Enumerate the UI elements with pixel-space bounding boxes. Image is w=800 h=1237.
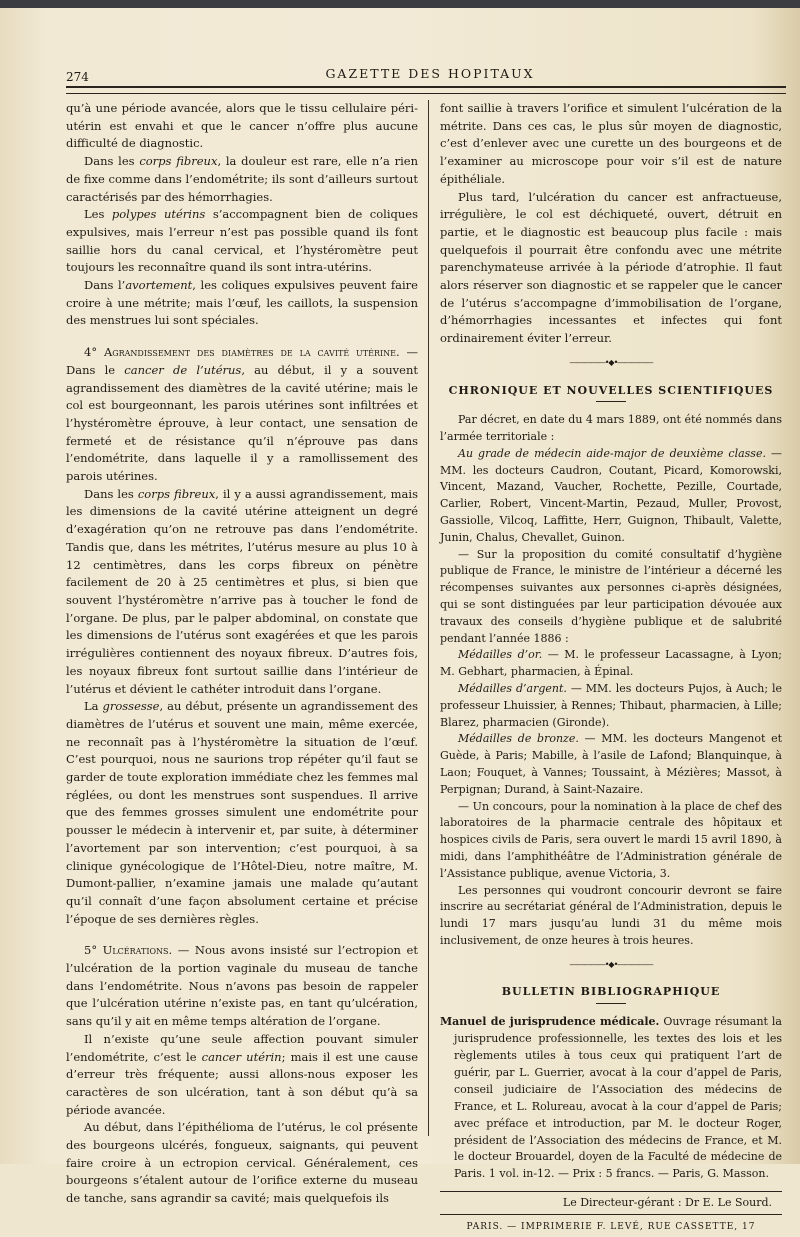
emphasis: Médailles d’argent. [458, 682, 567, 695]
text-run: — Nous avons insisté sur l’ectropion et l’ulcération de la portion vaginale du museau de tanche dans l’endométrite. Nous n’avons pas besoin de rappeler que l’ulcération utérine n’existe pas, en tant qu’ulcération, sans qu’il y ait en même temps altération de l’organe. [66, 943, 418, 1029]
ornament-divider: ―――――•◆•――――― [569, 357, 653, 367]
section-4-paragraph [66, 344, 418, 486]
text-run: Dans les [84, 486, 138, 501]
paragraph-corps-fibreux [66, 153, 418, 206]
printer-imprint: PARIS. — IMPRIMERIE F. LEVÉ, RUE CASSETTE, 17 [466, 1221, 756, 1232]
section-5-heading: 5° Ulcérations. [84, 943, 173, 958]
emphasis: corps fibreux [139, 154, 218, 169]
emphasis: corps fibreux [137, 486, 216, 501]
emphasis: Au grade de médecin aide-major de deuxième classe. [458, 446, 766, 460]
scan-top-edge [0, 0, 800, 8]
book-title: Manuel de jurisprudence médicale. [440, 1015, 660, 1029]
journal-title: GAZETTE DES HOPITAUX [325, 66, 535, 81]
emphasis: Médailles de bronze. [458, 732, 579, 746]
text-run: ; mais il est une cause d’erreur très fréquente; aussi allons-nous exposer les caractères de son ulcération, tant à son début qu’à sa période avancée. [66, 1049, 418, 1117]
text-run: — MM. les docteurs Mangenot et Guède, à Paris; Mabille, à l’asile de Lafond; Blanquinque, à Laon; Fouquet, à Vannes; Toussaint, à Mézières; Massot, à Perpignan; Durand, à Saint-Nazaire. [440, 732, 782, 796]
text-run: — M. le professeur Lacassagne, à Lyon; M. Gebhart, pharmacien, à Épinal. [440, 648, 782, 679]
short-rule [596, 1003, 626, 1004]
page-number: 274 [66, 70, 89, 84]
text-run: — MM. les docteurs Caudron, Coutant, Picard, Komorowski, Vincent, Mazand, Vaucher, Rochette, Pezille, Courtade, Carlier, Robert, Vincent-Martin, Pezaud, Muller, Provost, Gassiolle, Vilcoq, Laffitte, Herr, Guignon, Thibault, Valette, Junin, Chalus, Chevallet, Guinon. [440, 446, 782, 544]
text-run: La [84, 699, 103, 714]
spacer [66, 928, 418, 942]
section-5-paragraph [66, 942, 418, 1031]
text-run: — Dans le [66, 345, 418, 377]
imprint-rule [440, 1214, 782, 1215]
paragraph-polypes [66, 206, 418, 277]
paragraph-epithelioma: Au début, dans l’épithélioma de l’utérus, le col présente des bourgeons ulcérés, fongueux, saignants, qui peuvent faire croire à un ectropion cervical. Généralement, ces bourgeons s’étalent autour de l’orifice externe du museau de tanche, sans agrandir sa cavité; mais quelquefois ils [66, 1120, 418, 1206]
news-medailles-argent [440, 681, 782, 731]
right-column [440, 100, 782, 1237]
signature-rule [440, 1191, 782, 1192]
ornament-divider: ―――――•◆•――――― [569, 959, 653, 969]
bulletin-heading: BULLETIN BIBLIOGRAPHIQUE [501, 985, 721, 999]
news-aide-major [440, 446, 782, 547]
paragraph-avortement [66, 277, 418, 330]
news-concours: — Un concours, pour la nomination à la place de chef des laboratoires de la pharmacie centrale des hôpitaux et hospices civils de Paris, sera ouvert le mardi 15 avril 1890, à midi, dans l’amphithéâtre de l’Administration générale de l’Assistance publique, avenue Victoria, 3. [440, 799, 782, 880]
news-medailles-or [440, 647, 782, 681]
news-decret: Par décret, en date du 4 mars 1889, ont été nommés dans l’armée territoriale : [440, 413, 782, 444]
paragraph-continuation: font saillie à travers l’orifice et simulent l’ulcération de la métrite. Dans ces cas, le plus sûr moyen de diagnostic, c’est d’enlever avec une curette un des bourgeons et de l’examiner au microscope pour voir s’il est de nature épithéliale. [440, 101, 782, 186]
text-run: , au début, il y a souvent agrandissement des diamètres de la cavité utérine; mais le col est bourgeonnant, les parois utérines sont infiltrées et l’hystéromètre éprouve, à leur contact, une sensation de fermeté et de résistance qu’il n’éprouve pas dans l’endométrite, dans laquelle il y a ramollissement des parois utérines. [66, 362, 418, 484]
paragraph-ulceration: Plus tard, l’ulcération du cancer est anfractueuse, irrégulière, le col est déchiqueté, ouvert, détruit en partie, et le diagnostic est beaucoup plus facile : mais quelquefois il pourrait être confondu avec une métrite parenchymateuse arrivée à la période d’atrophie. Il faut alors réserver son diagnostic et se rappeler que le cancer de l’utérus s’accompagne d’immobilisation de l’organe, d’hémorrhagies incessantes et infectes qui font ordinairement éviter l’erreur. [440, 189, 782, 346]
news-medailles-bronze [440, 731, 782, 798]
director-signature: Le Directeur-gérant : Dr E. Le Sourd. [562, 1196, 772, 1210]
column-divider [428, 100, 429, 1136]
paragraph-cancer-uterin [66, 1031, 418, 1120]
news-hygiene: — Sur la proposition du comité consultatif d’hygiène publique de France, le ministre de l’intérieur a décerné les récompenses suivantes aux personnes ci-après désignées, qui se sont distinguées par leur participation dévouée aux travaux des conseils d’hygiène publique et de salubrité pendant l’année 1886 : [440, 547, 782, 645]
text-run: , la douleur est rare, elle n’a rien de fixe comme dans l’endométrite; ils sont d’ailleurs surtout caractérisés par des hémorrhagies. [66, 154, 418, 204]
paragraph-continuation: qu’à une période avancée, alors que le tissu cellulaire péri-utérin est envahi et que le cancer n’offre plus aucune difficulté de diagnostic. [66, 101, 418, 151]
paragraph-grossesse [66, 698, 418, 928]
news-inscription: Les personnes qui voudront concourir devront se faire inscrire au secrétariat général de l’Administration, depuis le lundi 17 mars jusqu’au lundi 31 du même mois inclusivement, de onze heures à trois heures. [440, 883, 782, 947]
text-run: , au début, présente un agrandissement des diamètres de l’utérus et souvent une main, même exercée, ne reconnaît pas à l’hystéromètre la situation de l’œuf. C’est pourquoi, nous ne saurions trop répéter qu’il faut se garder de toute exploration immédiate chez les femmes mal réglées, ou dont les menstrues sont suspendues. Il arrive que des femmes grosses simulent une endométrite pour pousser le médecin à intervenir et, par suite, à déterminer l’avortement par son intervention; c’est pourquoi, à sa clinique gynécologique de l’Hôtel-Dieu, notre maître, M. Dumont-pallier, n’examine jamais une malade qu’autant qu’il connaît d’une façon absolument certaine et précise l’époque de ses dernières règles. [66, 699, 418, 926]
text-run: Dans les [84, 154, 140, 169]
short-rule [596, 401, 626, 402]
emphasis: grossesse [102, 699, 160, 714]
emphasis: cancer utérin [201, 1049, 282, 1064]
emphasis: cancer de l’utérus [124, 362, 242, 377]
text-run: — MM. les docteurs Pujos, à Auch; le professeur Lhuissier, à Rennes; Thibaut, pharmacien, à Lille; Blarez, pharmacien (Gironde). [440, 682, 782, 729]
text-run: , il y a aussi agrandissement, mais les dimensions de la cavité utérine atteignent un degré d’exagération qu’on ne retrouve pas dans l’endométrite. Tandis que, dans les métrites, l’utérus mesure au plus 10 à 12 centimètres, dans les corps fibreux on pénètre facilement de 20 à 25 centimètres et plus, si bien que souvent l’hystéromètre n’arrive pas à toucher le fond de l’organe. De plus, par le palper abdominal, on constate que les dimensions de l’utérus sont exagérées et que les parois irrégulières contiennent des noyaux fibreux. D’autres fois, les noyaux fibreux font surtout saillie dans l’intérieur de l’utérus et dévient le cathéter introduit dans l’organe. [66, 486, 418, 696]
text-run: Les [84, 207, 112, 222]
paragraph-corps-fibreux-2 [66, 486, 418, 698]
section-4-heading: 4° Agrandissement des diamètres de la cavité utérine. [84, 345, 400, 360]
spacer [66, 330, 418, 344]
left-column [66, 100, 418, 1208]
header-rule [66, 86, 786, 94]
book-review [440, 1014, 782, 1183]
text-run: , les coliques expulsives peuvent faire croire à une métrite; mais l’œuf, les caillots, la suspension des menstrues lui sont spéciales. [66, 278, 418, 328]
text-run: Dans l’ [84, 278, 126, 293]
text-run: Ouvrage résumant la jurisprudence professionnelle, les textes des lois et les règlements utiles à tous ceux qui pratiquent l’art de guérir, par L. Guerrier, avocat à la cour d’appel de Paris, conseil judiciaire de l’Association des médecins de France, et L. Rolureau, avocat à la cour d’appel de Paris; avec préface et introduction, par M. le docteur Roger, président de l’Association des médecins de France, et M. le docteur Brouardel, doyen de la Faculté de médecine de Paris. 1 vol. in-12. — Prix : 5 francs. — Paris, G. Masson. [454, 1015, 782, 1181]
chronique-heading: CHRONIQUE ET NOUVELLES SCIENTIFIQUES [448, 383, 774, 397]
text-run: Il n’existe qu’une seule affection pouvant simuler l’endométrite, c’est le [66, 1031, 418, 1064]
emphasis: avortement [125, 278, 193, 293]
emphasis: polypes utérins [111, 207, 206, 222]
emphasis: Médailles d’or. [458, 648, 543, 662]
text-run: s’accompagnent bien de coliques expulsives, mais l’erreur n’est pas possible quand ils font saillie hors du canal cervical, et l’hystéromètre peut toujours les reconnaître quand ils sont intra-utérins. [66, 207, 418, 275]
